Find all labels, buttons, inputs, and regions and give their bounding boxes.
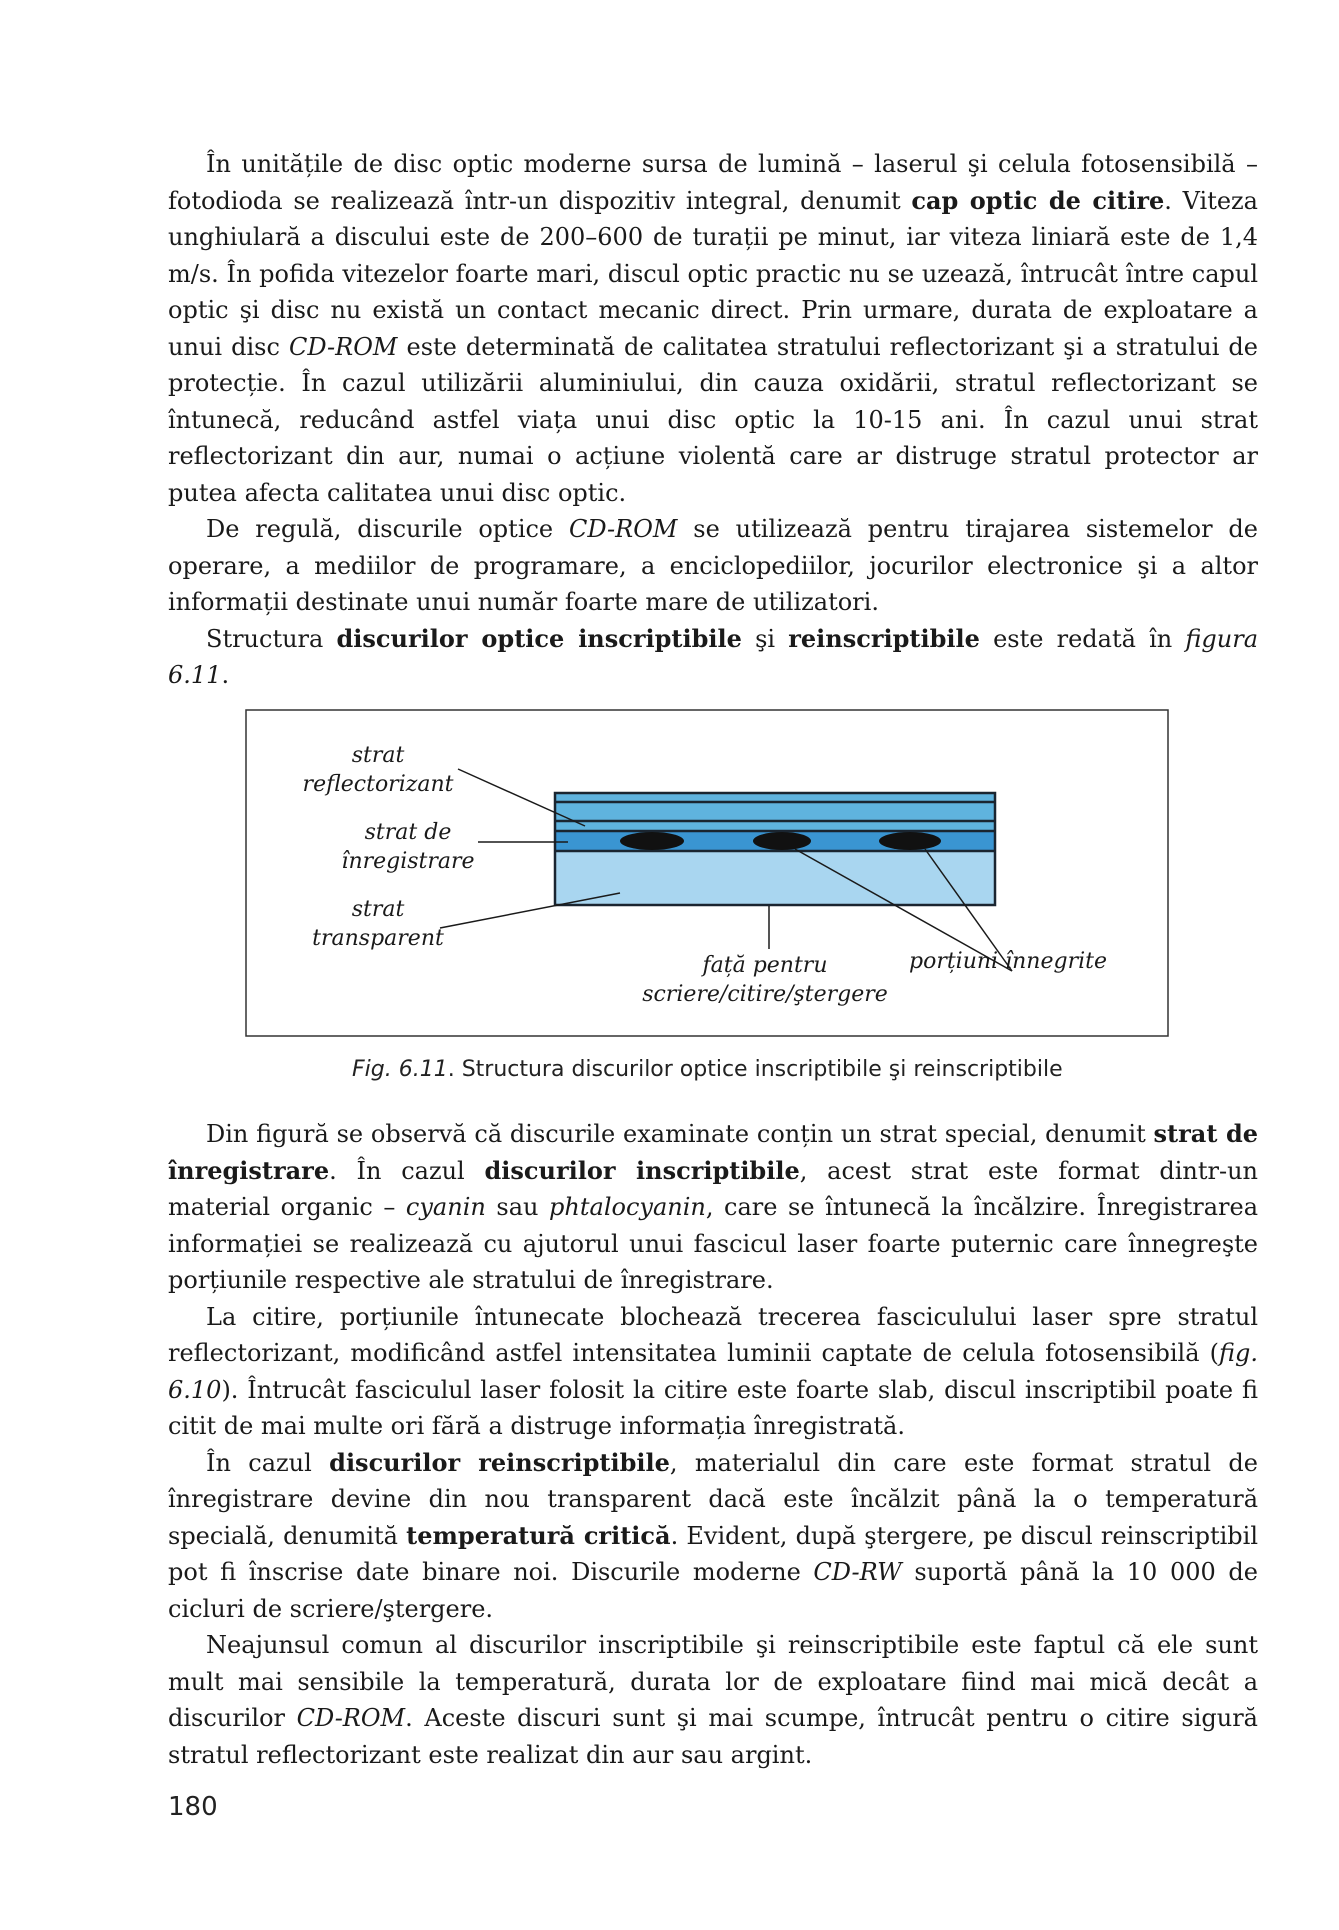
disc-cross-section — [555, 793, 995, 905]
paragraph — [168, 511, 1258, 621]
figure-caption — [352, 1057, 1063, 1082]
text-run: Din figură se observă că discurile examinate conțin un strat special, denumit — [206, 1120, 1154, 1148]
paragraph — [168, 1627, 1258, 1773]
paragraph — [168, 621, 1258, 694]
bold-term: discurilor inscriptibile — [484, 1155, 800, 1185]
italic-term: CD-ROM — [296, 1704, 406, 1732]
text-run: suportă până la 10 000 de cicluri de scriere/ştergere. — [168, 1558, 1258, 1623]
bold-term: strat de înregistrare — [168, 1119, 1258, 1185]
text-section-top — [168, 146, 1258, 694]
italic-term: figura 6.11 — [168, 624, 1259, 689]
text-run: De regulă, discurile optice — [206, 515, 569, 543]
text-run: , care se întunecă la încălzire. Înregistrarea informației se realizează cu ajutorul unui fascicul laser foarte puternic care înnegreşte porțiunile respective ale stratului de înregistrare. — [168, 1193, 1258, 1294]
text-run: , acest strat este format dintr-un material organic – — [168, 1156, 1259, 1221]
blackened-spot — [753, 832, 811, 850]
bold-term: discurilor optice inscriptibile — [336, 623, 742, 653]
blackened-spot — [879, 832, 941, 850]
bold-term: discurilor reinscriptibile — [329, 1447, 670, 1477]
label-recording-line1: strat de — [364, 820, 452, 845]
text-section-bottom — [168, 1116, 1258, 1773]
paragraph — [168, 1116, 1258, 1299]
label-face-line1: față pentru — [702, 953, 828, 978]
caption-label: Fig. 6.11 — [352, 1057, 448, 1082]
text-run: sau — [485, 1193, 550, 1221]
italic-term: CD-RW — [813, 1558, 902, 1586]
figure-6-11 — [245, 709, 1169, 1037]
text-run: În cazul — [206, 1448, 330, 1477]
reflective-layer — [555, 793, 995, 831]
text-run: este determinată de calitatea stratului reflectorizant şi a stratului de protecție. În cazul utilizării aluminiului, din cauza oxidării, stratul reflectorizant se întunecă, reducând astfel viața unui disc optic la 10-15 ani. În cazul unui strat reflectorizant din aur, numai o acțiune violentă care ar distruge stratul protector ar putea afecta calitatea unui disc optic. — [168, 332, 1258, 507]
label-transparent-line2: transparent — [312, 926, 444, 951]
label-recording-line2: înregistrare — [341, 849, 475, 874]
page-number: 180 — [168, 1792, 218, 1822]
label-reflective-line1: strat — [351, 743, 405, 768]
bold-term: temperatură critică — [406, 1520, 671, 1550]
text-run: În unitățile de disc optic moderne sursa de lumină – laserul şi celula fotosensibilă – fotodioda se realizează într-un dispozitiv integral, denumit — [168, 150, 1258, 215]
italic-term: fig. 6.10 — [168, 1339, 1258, 1404]
text-run: . — [221, 661, 230, 689]
text-run: La citire, porțiunile întunecate blochează trecerea fasciculului laser spre stratul reflectorizant, modificând astfel intensitatea luminii captate de celula fotosensibilă ( — [168, 1302, 1258, 1367]
text-run: se utilizează pentru tirajarea sistemelor de operare, a mediilor de programare, a enciclopediilor, jocurilor electronice şi a altor informații destinate unui număr foarte mare de utilizatori. — [168, 515, 1258, 616]
caption-text: . Structura discurilor optice inscriptibile şi reinscriptibile — [447, 1057, 1063, 1082]
text-run: Neajunsul comun al discurilor inscriptibile şi reinscriptibile este faptul că ele sunt mult mai sensibile la temperatură, durata lor de exploatare fiind mai mică decât a discurilor — [168, 1631, 1258, 1732]
text-run: ). Întrucât fasciculul laser folosit la citire este foarte slab, discul inscriptibil poate fi citit de mai multe ori fără a distruge informația înregistrată. — [168, 1375, 1258, 1440]
italic-term: CD-ROM — [288, 332, 398, 361]
text-run: Structura — [206, 624, 337, 653]
italic-term: phtalocyanin — [549, 1193, 706, 1221]
label-transparent-line1: strat — [351, 897, 405, 922]
paragraph — [168, 1445, 1258, 1628]
text-run: . Viteza unghiulară a discului este de 200–600 de turații pe minut, iar viteza liniară este de 1,4 m/s. În pofida vitezelor foarte mari, discul optic practic nu se uzează, întrucât între capul optic şi disc nu există un contact mecanic direct. Prin urmare, durata de exploatare a unui disc — [168, 186, 1258, 361]
bold-term: cap optic de citire — [911, 185, 1165, 215]
paragraph — [168, 146, 1258, 511]
label-reflective-line2: reflectorizant — [302, 772, 454, 797]
paragraph — [168, 1299, 1258, 1445]
text-run: este redată în — [979, 624, 1186, 653]
text-run: , materialul din care este format stratul de înregistrare devine din nou transparent dacă este încălzit până la o temperatură specială, denumită — [168, 1448, 1258, 1550]
text-run: şi — [741, 624, 789, 653]
text-run: . Aceste discuri sunt şi mai scumpe, întrucât pentru o citire sigură stratul reflectorizant este realizat din aur sau argint. — [168, 1704, 1258, 1769]
text-run: . În cazul — [329, 1156, 485, 1185]
label-blackened: porțiuni înnegrite — [909, 949, 1107, 974]
italic-term: cyanin — [405, 1193, 486, 1221]
bold-term: reinscriptibile — [788, 623, 980, 653]
text-run: . Evident, după ştergere, pe discul reinscriptibil pot fi înscrise date binare noi. Discurile moderne — [168, 1521, 1258, 1586]
blackened-spot — [620, 832, 684, 850]
italic-term: CD-ROM — [568, 515, 678, 543]
transparent-layer — [555, 851, 995, 905]
label-face-line2: scriere/citire/ştergere — [642, 982, 888, 1007]
